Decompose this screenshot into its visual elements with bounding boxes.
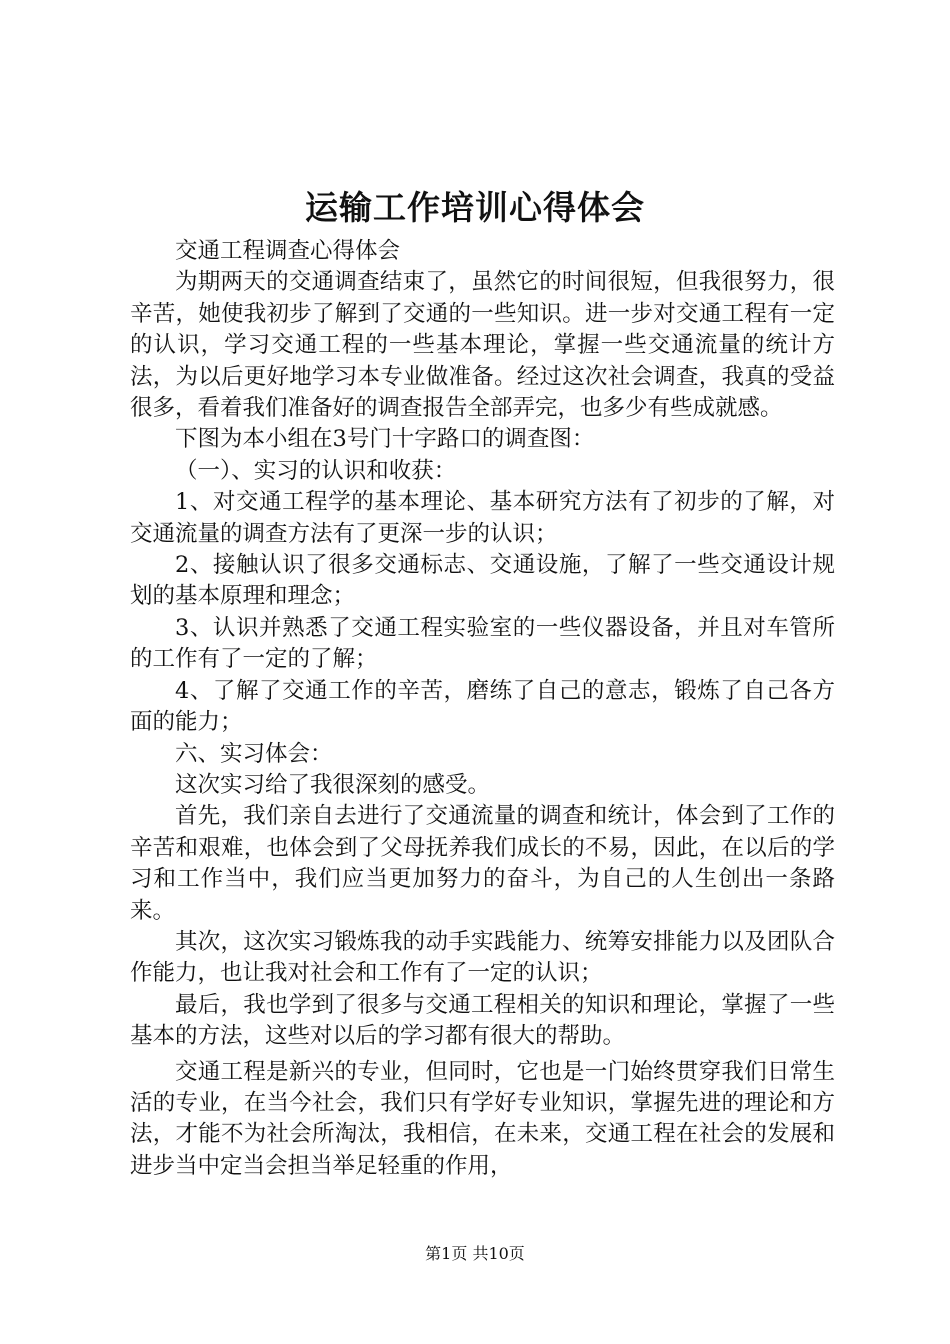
document-body bbox=[130, 236, 835, 1182]
paragraph: 2、接触认识了很多交通标志、交通设施，了解了一些交通设计规划的基本原理和理念； bbox=[130, 552, 835, 610]
paragraph: 其次，这次实习锻炼我的动手实践能力、统筹安排能力以及团队合作能力，也让我对社会和工作有了一定的认识； bbox=[130, 928, 835, 987]
paragraph: 这次实习给了我很深刻的感受。 bbox=[175, 771, 491, 798]
paragraph: 最后，我也学到了很多与交通工程相关的知识和理论，掌握了一些基本的方法，这些对以后的学习都有很大的帮助。 bbox=[130, 991, 835, 1050]
paragraph: 4、了解了交通工作的辛苦，磨练了自己的意志，锻炼了自己各方面的能力； bbox=[130, 677, 835, 736]
page-number-footer: 第1页 共10页 bbox=[425, 1244, 525, 1263]
paragraph: 1、对交通工程学的基本理论、基本研究方法有了初步的了解，对交通流量的调查方法有了更深一步的认识； bbox=[130, 489, 835, 547]
paragraph: 首先，我们亲自去进行了交通流量的调查和统计，体会到了工作的辛苦和艰难，也体会到了父母抚养我们成长的不易，因此，在以后的学习和工作当中，我们应当更加努力的奋斗，为自己的人生创出一条路来。 bbox=[130, 803, 835, 924]
paragraph: 六、实习体会： bbox=[175, 740, 333, 767]
document-title: 运输工作培训心得体会 bbox=[305, 188, 645, 227]
paragraph: 交通工程是新兴的专业，但同时，它也是一门始终贯穿我们日常生活的专业，在当今社会，我们只有学好专业知识，掌握先进的理论和方法，才能不为社会所淘汰，我相信，在未来，交通工程在社会的发展和进步当中定当会担当举足轻重的作用， bbox=[130, 1058, 835, 1179]
paragraph: 3、认识并熟悉了交通工程实验室的一些仪器设备，并且对车管所的工作有了一定的了解； bbox=[130, 614, 835, 673]
paragraph: 为期两天的交通调查结束了，虽然它的时间很短，但我很努力，很辛苦，她使我初步了解到了交通的一些知识。进一步对交通工程有一定的认识，学习交通工程的一些基本理论，掌握一些交通流量的统计方法，为以后更好地学习本专业做准备。经过这次社会调查，我真的受益很多，看着我们准备好的调查报告全部弄完，也多少有些成就感。 bbox=[130, 269, 835, 422]
paragraph: 下图为本小组在3号门十字路口的调查图： bbox=[175, 426, 595, 453]
paragraph: （一）、实习的认识和收获： bbox=[175, 457, 457, 484]
paragraph: 交通工程调查心得体会 bbox=[175, 238, 401, 264]
